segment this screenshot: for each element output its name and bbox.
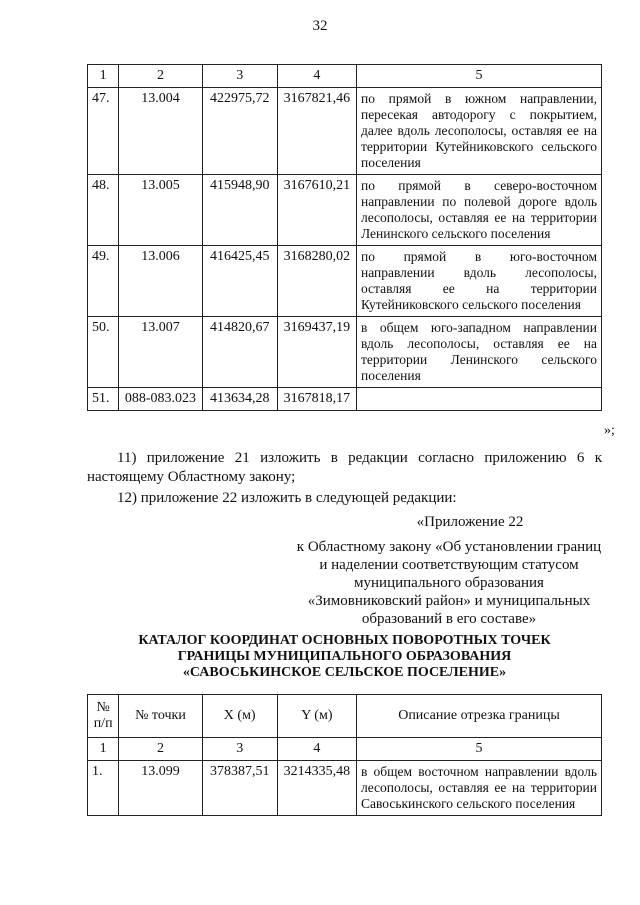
column-number-1: 1 [88, 738, 119, 761]
row-index: 48. [88, 175, 119, 246]
table-row [88, 88, 602, 175]
table-row [88, 388, 602, 411]
catalog-title-line-3: «САВОСЬКИНСКОЕ СЕЛЬСКОЕ ПОСЕЛЕНИЕ» [182, 665, 507, 680]
x-coordinate: 422975,72 [202, 88, 277, 175]
column-number-4: 4 [277, 738, 356, 761]
column-number-2: 2 [119, 738, 202, 761]
catalog-title [87, 633, 602, 681]
segment-description: по прямой в южном направлении, пересекая автодорогу с покрытием, далее вдоль лесополосы, оставляя ее на территории Кутейниковского сельского поселения [356, 88, 601, 175]
paragraph-item-11: 11) приложение 21 изложить в редакции согласно приложению 6 к настоящему Областному закону; [87, 450, 602, 485]
row-index: 49. [88, 246, 119, 317]
point-number: 13.006 [119, 246, 202, 317]
row-index: 47. [88, 88, 119, 175]
row-index: 51. [88, 388, 119, 411]
header-point-number: № точки [119, 695, 202, 738]
point-number: 13.007 [119, 317, 202, 388]
catalog-title-line-2: ГРАНИЦЫ МУНИЦИПАЛЬНОГО ОБРАЗОВАНИЯ [177, 649, 512, 664]
segment-description: по прямой в северо-восточном направлении по полевой дороге вдоль лесополосы, оставляя ее на территории Ленинского сельского поселения [356, 175, 601, 246]
table-row [88, 761, 602, 816]
table-row [88, 246, 602, 317]
point-number: 13.099 [119, 761, 202, 816]
y-coordinate: 3167821,46 [277, 88, 356, 175]
point-number: 088-083.023 [119, 388, 202, 411]
column-number-1: 1 [88, 65, 119, 88]
header-row-number: № п/п [88, 695, 119, 738]
x-coordinate: 413634,28 [202, 388, 277, 411]
column-number-2: 2 [119, 65, 202, 88]
point-number: 13.005 [119, 175, 202, 246]
annex-title: «Приложение 22 [416, 514, 524, 530]
x-coordinate: 414820,67 [202, 317, 277, 388]
y-coordinate: 3167610,21 [277, 175, 356, 246]
coordinates-table-continued [87, 64, 602, 411]
x-coordinate: 415948,90 [202, 175, 277, 246]
paragraph-item-12: 12) приложение 22 изложить в следующей редакции: [117, 490, 457, 506]
header-x: X (м) [202, 695, 277, 738]
column-number-4: 4 [277, 65, 356, 88]
row-index: 1. [88, 761, 119, 816]
catalog-title-line-1: КАТАЛОГ КООРДИНАТ ОСНОВНЫХ ПОВОРОТНЫХ ТОЧЕК [138, 633, 551, 648]
column-number-5: 5 [356, 65, 601, 88]
segment-description [356, 388, 601, 411]
table-row [88, 317, 602, 388]
annex-reference: к Областному закону «Об установлении границ и наделении соответствующим статусом муниципального образования «Зимовниковский район» и муниципальных образований в его составе» [296, 539, 602, 627]
y-coordinate: 3168280,02 [277, 246, 356, 317]
column-number-3: 3 [202, 65, 277, 88]
table-header-row [88, 738, 602, 761]
row-index: 50. [88, 317, 119, 388]
segment-description: в общем юго-западном направлении вдоль лесополосы, оставляя ее на территории Ленинского сельского поселения [356, 317, 601, 388]
segment-description: по прямой в юго-восточном направлении вдоль лесополосы, оставляя ее на территории Кутейниковского сельского поселения [356, 246, 601, 317]
segment-description: в общем восточном направлении вдоль лесополосы, оставляя ее на территории Савоськинского сельского поселения [356, 761, 601, 816]
header-y: Y (м) [277, 695, 356, 738]
column-number-5: 5 [356, 738, 601, 761]
closing-quote-mark: »; [604, 423, 615, 438]
y-coordinate: 3214335,48 [277, 761, 356, 816]
table-column-headers [88, 695, 602, 738]
y-coordinate: 3167818,17 [277, 388, 356, 411]
x-coordinate: 416425,45 [202, 246, 277, 317]
x-coordinate: 378387,51 [202, 761, 277, 816]
column-number-3: 3 [202, 738, 277, 761]
point-number: 13.004 [119, 88, 202, 175]
header-description: Описание отрезка границы [356, 695, 601, 738]
table-header-row [88, 65, 602, 88]
page-number: 32 [312, 18, 328, 34]
coordinates-table-savoskinskoe [87, 694, 602, 816]
table-row [88, 175, 602, 246]
y-coordinate: 3169437,19 [277, 317, 356, 388]
